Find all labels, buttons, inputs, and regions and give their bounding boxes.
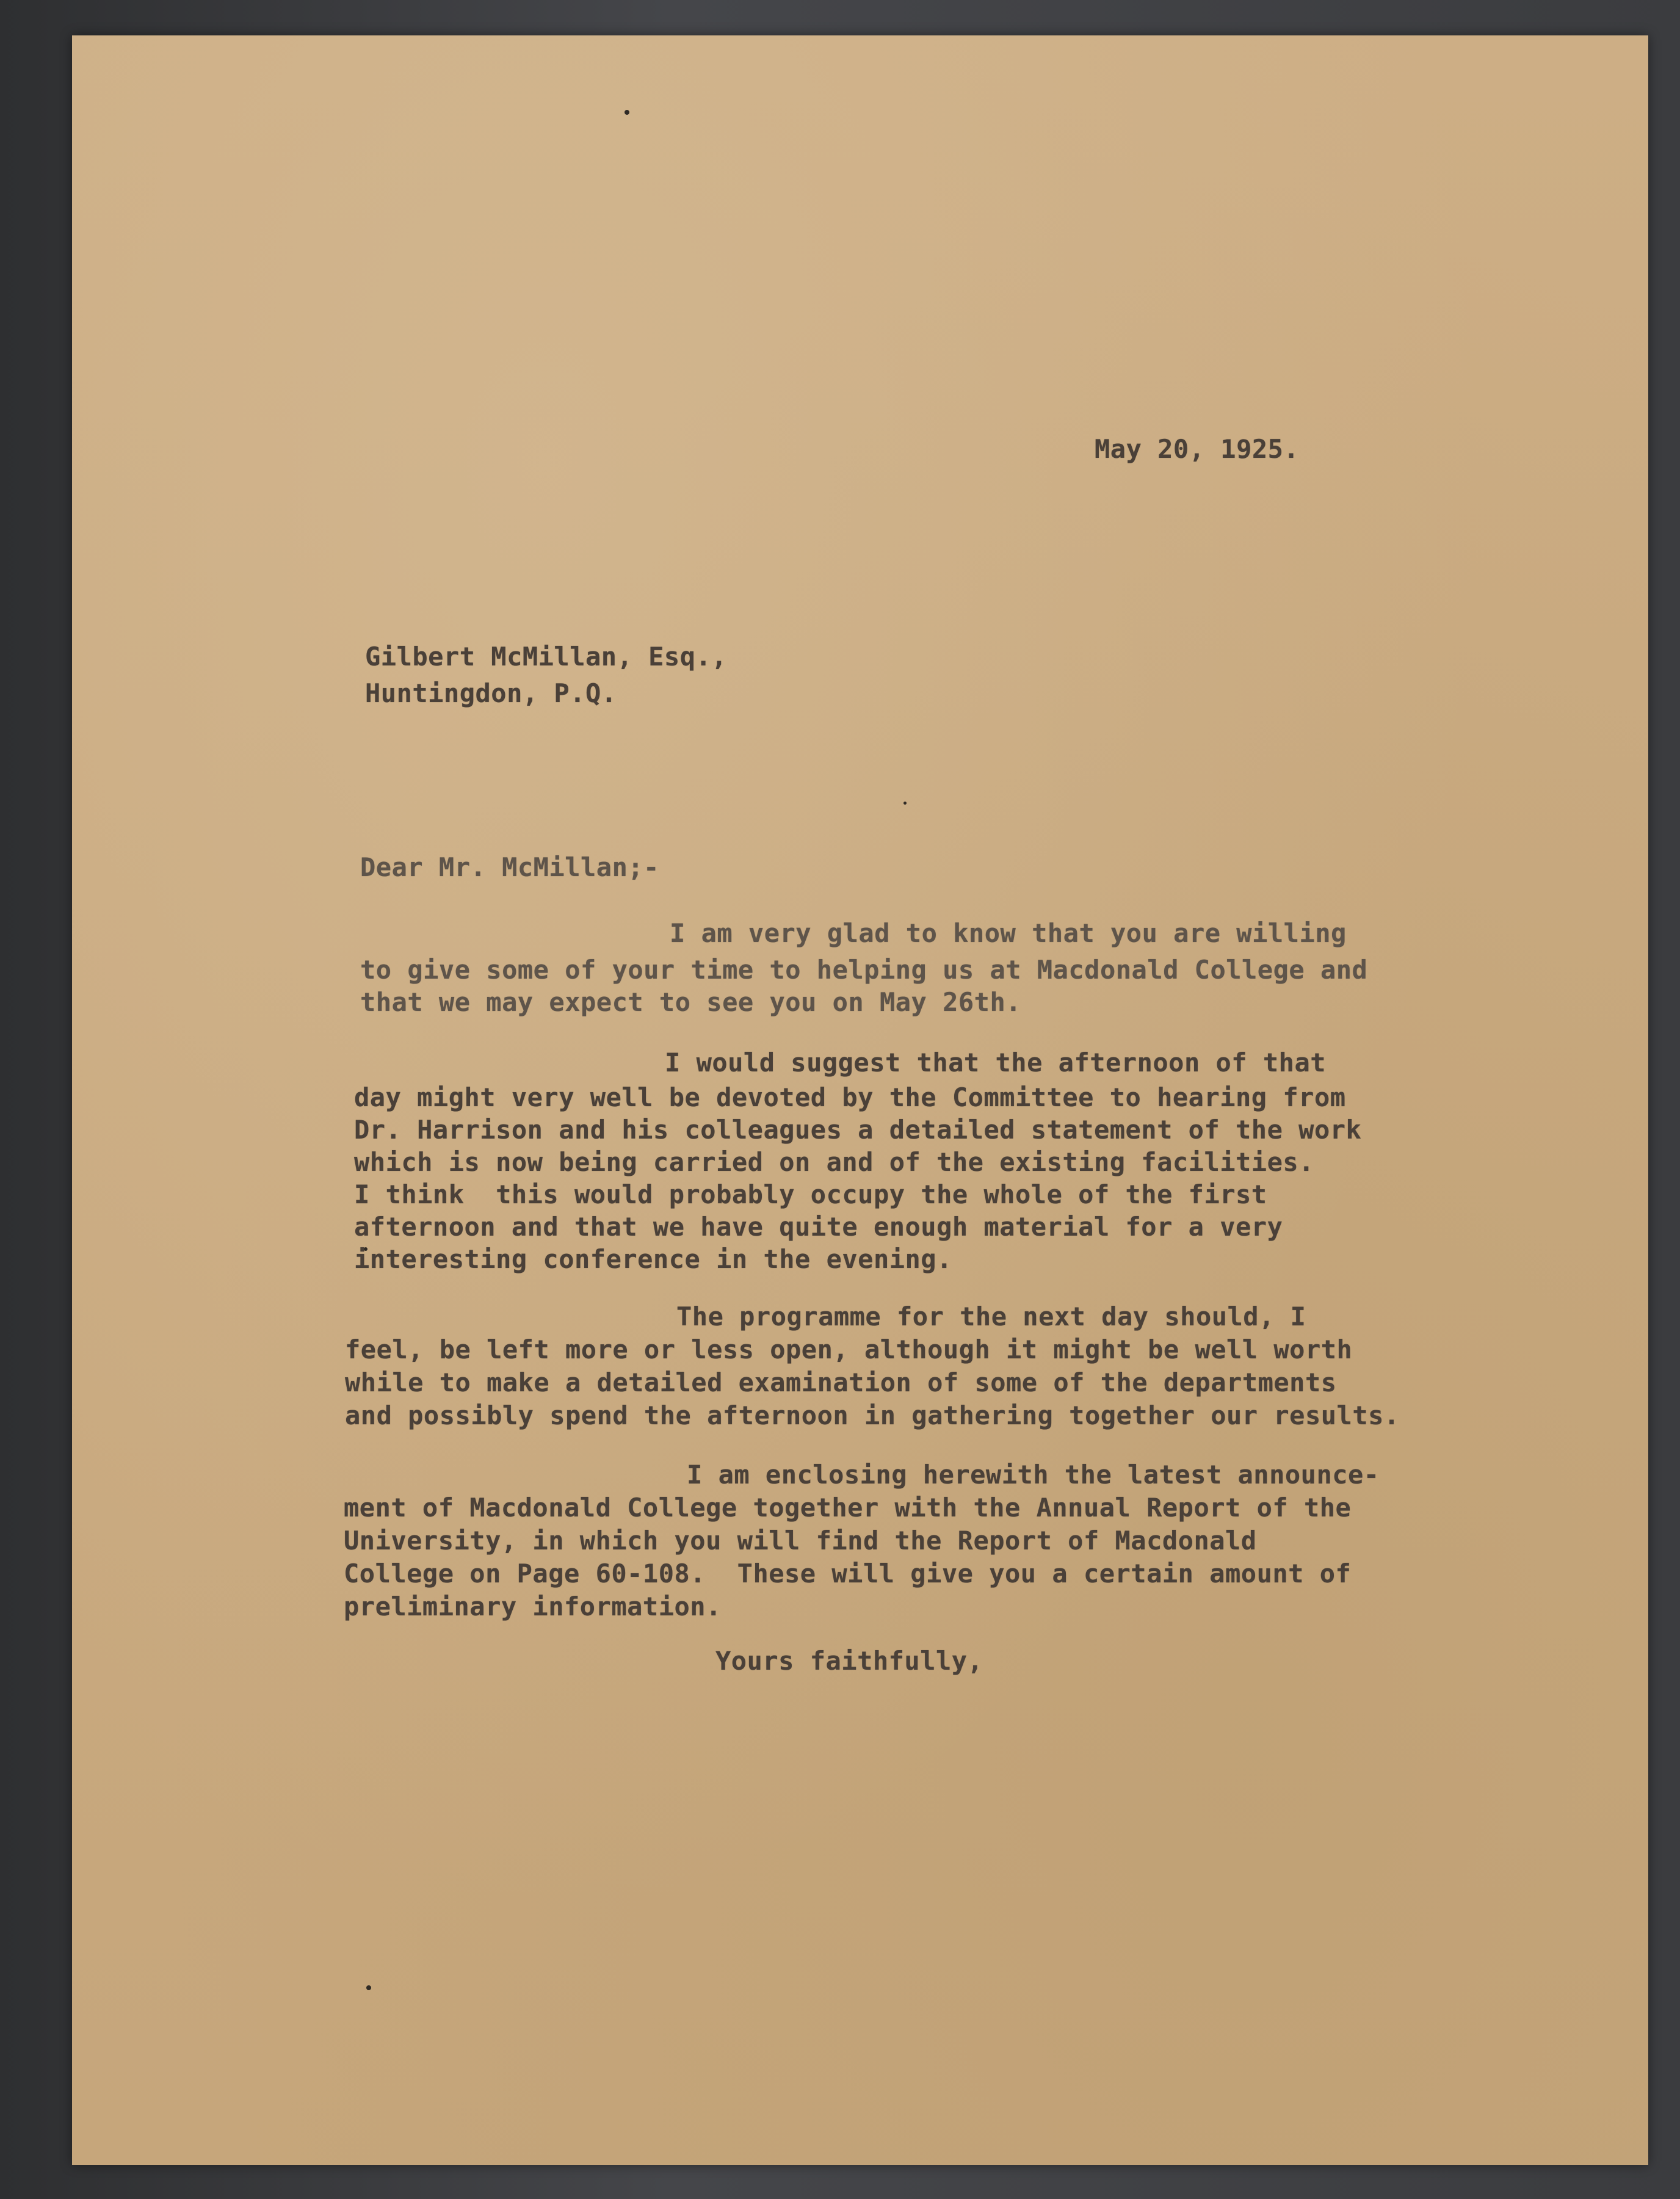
paragraph-line: to give some of your time to helping us at Macdonald College and — [360, 955, 1368, 985]
paragraph-line: interesting conference in the evening. — [354, 1244, 952, 1274]
paragraph-line: The programme for the next day should, I — [676, 1302, 1306, 1331]
paragraph-line: I am enclosing herewith the latest announce- — [687, 1460, 1380, 1490]
paragraph-line: while to make a detailed examination of some of the departments — [345, 1368, 1337, 1397]
paragraph-line: College on Page 60-108. These will give you a certain amount of — [344, 1559, 1352, 1589]
recipient-name: Gilbert McMillan, Esq., — [365, 642, 728, 672]
paragraph-line: and possibly spend the afternoon in gathering together our results. — [345, 1400, 1400, 1430]
paragraph-line: I would suggest that the afternoon of that — [665, 1048, 1327, 1078]
paragraph-line: afternoon and that we have quite enough material for a very — [354, 1212, 1283, 1242]
recipient-place: Huntingdon, P.Q. — [365, 678, 617, 708]
paragraph-line: I think this would probably occupy the whole of the first — [354, 1179, 1267, 1209]
paragraph-line: feel, be left more or less open, although it might be well worth — [345, 1335, 1353, 1364]
paper-speck — [903, 802, 907, 805]
paragraph-line: ment of Macdonald College together with the Annual Report of the — [344, 1493, 1352, 1523]
letter-date: May 20, 1925. — [1095, 434, 1300, 464]
paper-speck — [625, 110, 629, 115]
paragraph-line: preliminary information. — [344, 1592, 722, 1621]
closing: Yours faithfully, — [715, 1646, 983, 1676]
paragraph-line: Dr. Harrison and his colleagues a detailed statement of the work — [354, 1115, 1362, 1145]
paper-speck — [366, 1985, 371, 1990]
paragraph-line: that we may expect to see you on May 26th. — [360, 987, 1022, 1017]
salutation: Dear Mr. McMillan;- — [360, 852, 659, 882]
paragraph-line: I am very glad to know that you are willing — [670, 918, 1347, 948]
paragraph-line: University, in which you will find the Report of Macdonald — [344, 1526, 1257, 1556]
paragraph-line: which is now being carried on and of the existing facilities. — [354, 1147, 1314, 1177]
paragraph-line: day might very well be devoted by the Committee to hearing from — [354, 1082, 1346, 1112]
